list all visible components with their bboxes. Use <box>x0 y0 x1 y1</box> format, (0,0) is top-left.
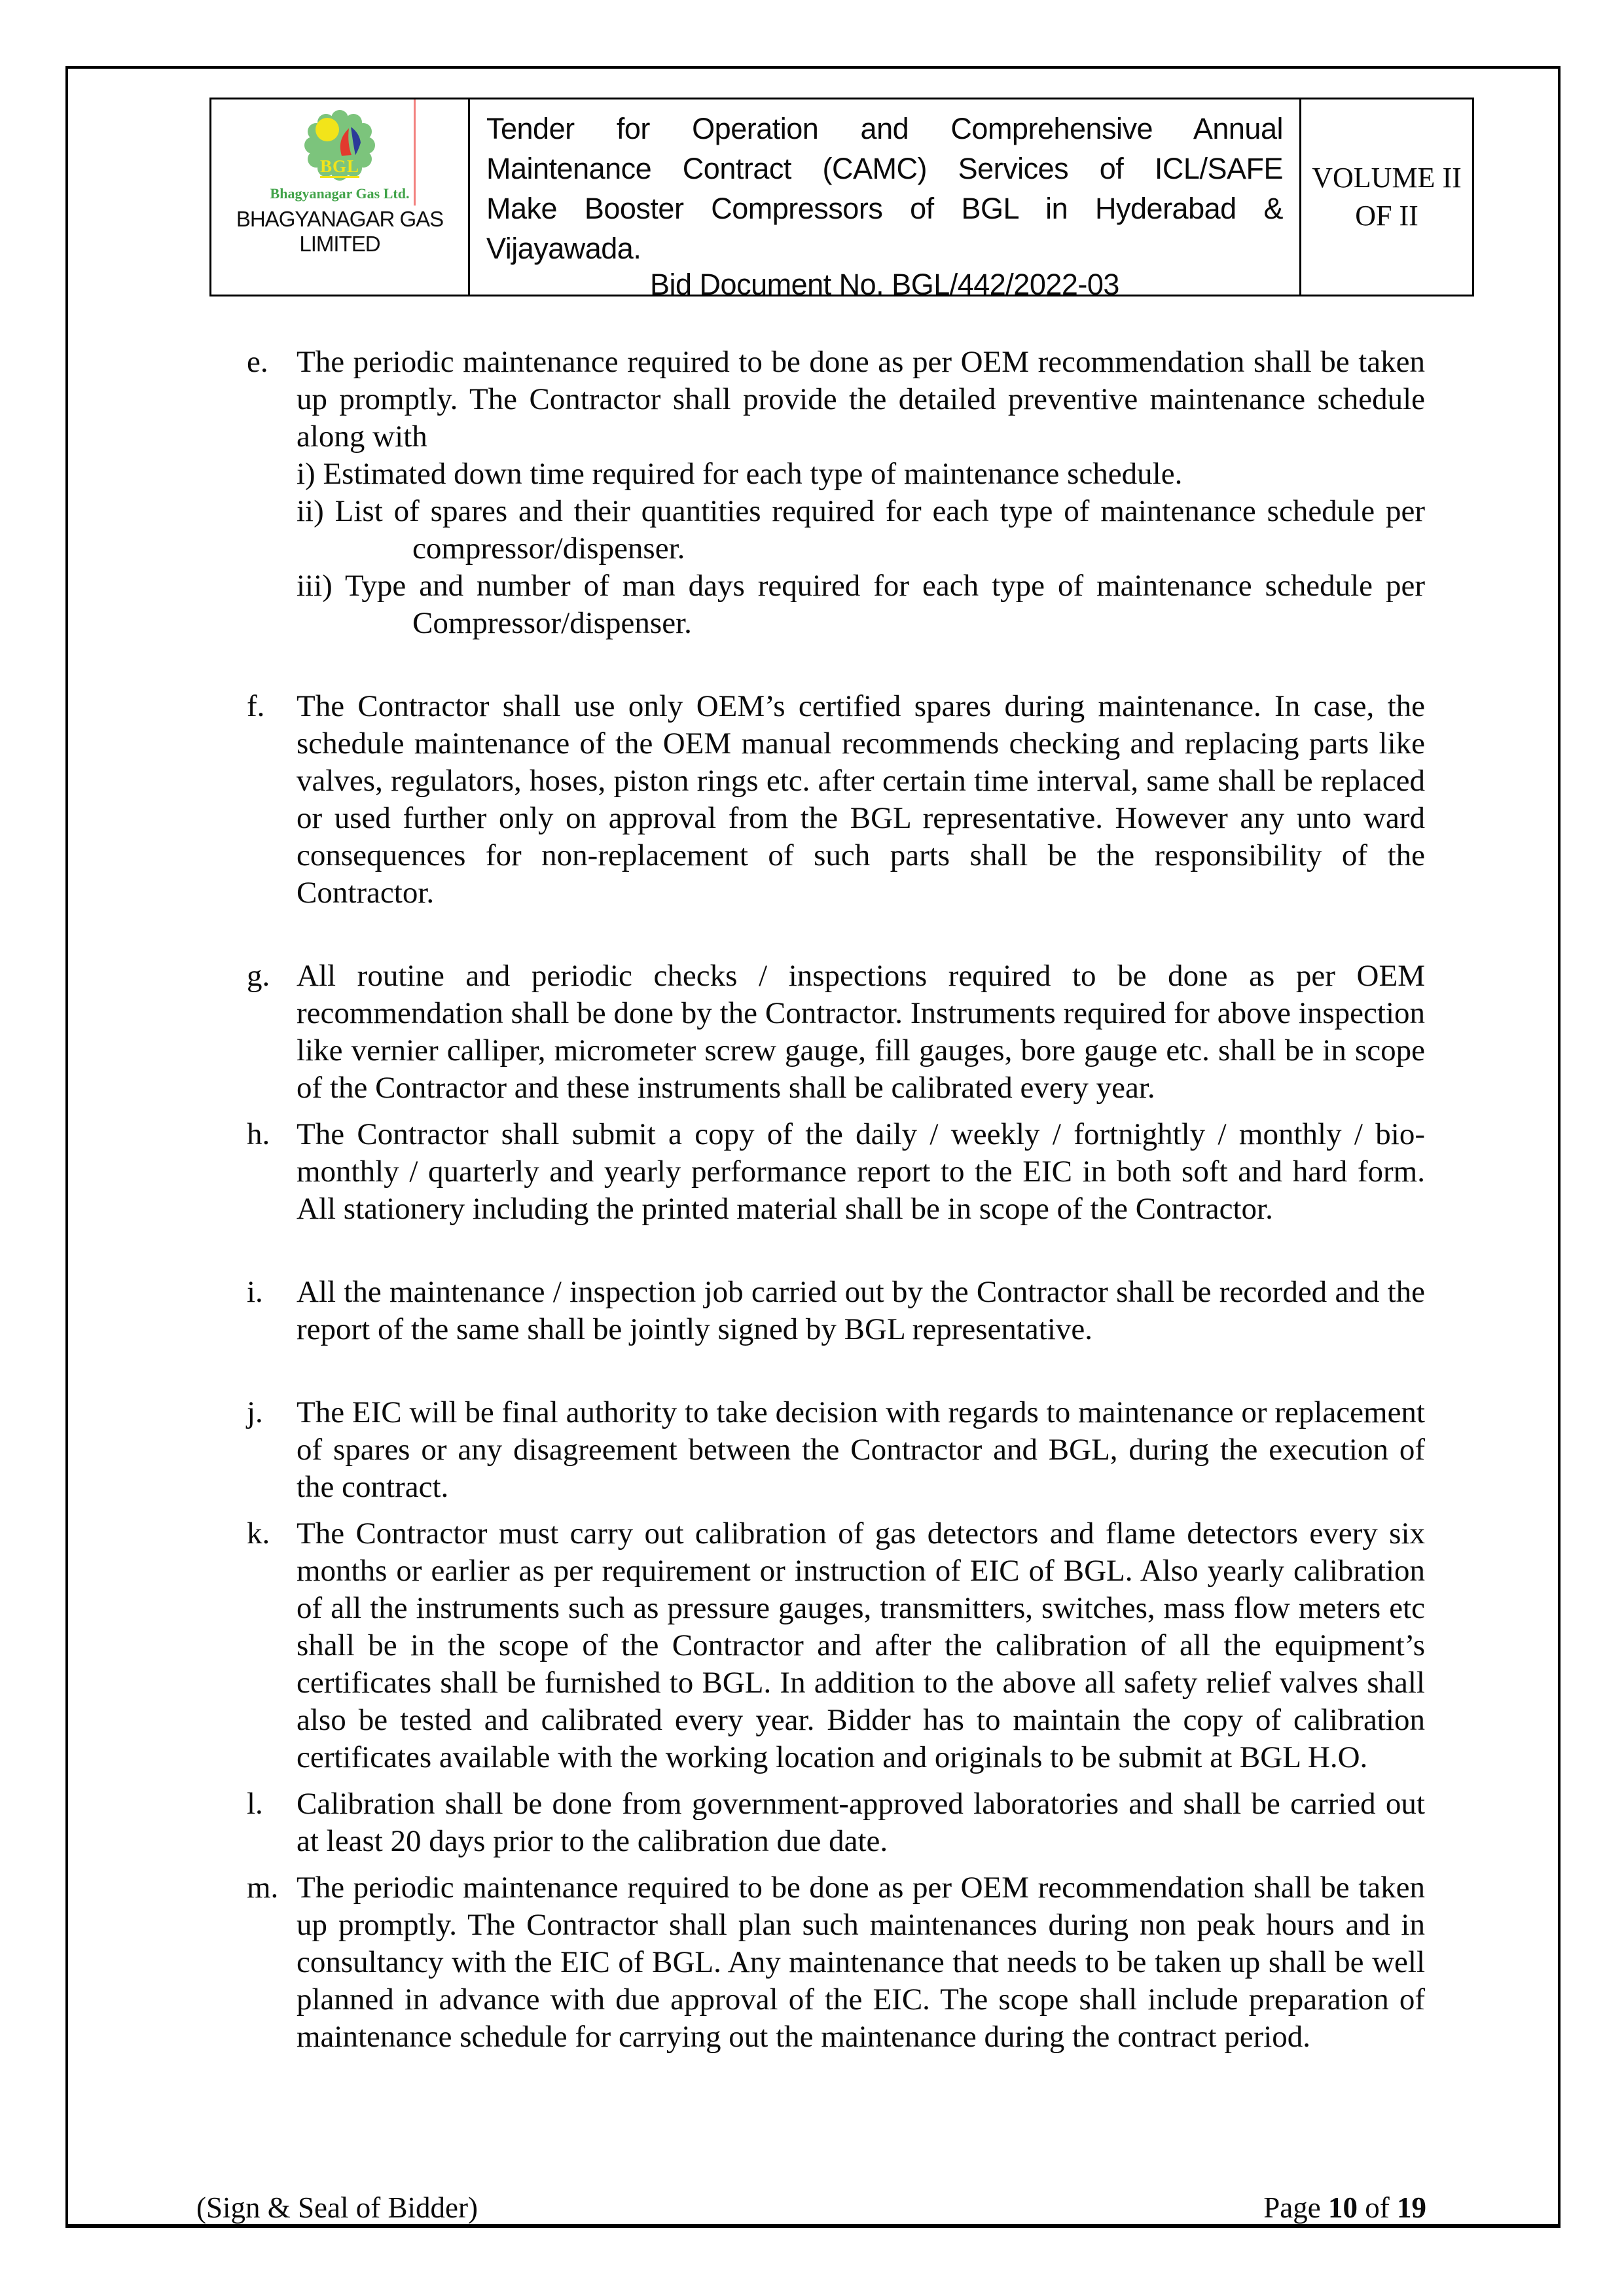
list-item-e <box>247 344 1425 642</box>
header-title-cell <box>470 99 1301 301</box>
list-item-l <box>247 1785 1425 1860</box>
item-text: The Contractor shall use only OEM’s certified spares during maintenance. In case, the schedule maintenance of the OEM manual recommends checking and replacing parts like valves, regulators, hoses, piston rings etc. after certain time interval, same shall be replaced or used further only on approval from the BGL representative. However any unto ward consequences for non-replacement of such parts shall be the responsibility of the Contractor. <box>297 689 1425 910</box>
bgl-logo <box>298 110 381 183</box>
list-item-h <box>247 1116 1425 1228</box>
tender-title-line: Maintenance Contract (CAMC) Services of ICL/SAFE <box>486 152 1283 185</box>
item-text: The EIC will be final authority to take decision with regards to maintenance or replacement of spares or any disagreement between the Contractor and BGL, during the execution of the contract. <box>297 1395 1425 1504</box>
logo-caption: Bhagyanagar Gas Ltd. <box>270 185 410 202</box>
item-text <box>297 344 1425 642</box>
header-logo-cell <box>211 99 470 295</box>
header-table <box>209 98 1474 301</box>
volume-line2: OF II <box>1355 200 1418 232</box>
item-marker: k. <box>247 1516 270 1551</box>
logo-acronym: BGL <box>320 158 359 178</box>
company-name-line1: BHAGYANAGAR GAS <box>236 207 444 231</box>
sign-seal-note: (Sign & Seal of Bidder) <box>196 2191 478 2224</box>
company-name <box>211 207 468 257</box>
item-marker: g. <box>247 959 270 993</box>
list-item-m <box>247 1869 1425 2056</box>
sub-item-iii: iii) Type and number of man days required for each type of maintenance schedule per Compressor/dispenser. <box>297 569 1425 640</box>
volume-line1: VOLUME II <box>1312 162 1462 194</box>
of-word: of <box>1365 2191 1390 2224</box>
item-marker: m. <box>247 1871 279 1905</box>
item-marker: e. <box>247 345 268 379</box>
sub-item-i: i) Estimated down time required for each type of maintenance schedule. <box>297 457 1183 491</box>
list-item-i <box>247 1274 1425 1348</box>
item-text: The Contractor shall submit a copy of the daily / weekly / fortnightly / monthly / bio-monthly / quarterly and yearly performance report to the EIC in both soft and hard form. All stationery including the printed material shall be in scope of the Contractor. <box>297 1117 1425 1226</box>
sun-icon <box>316 118 339 141</box>
item-marker: j. <box>247 1395 263 1429</box>
sub-item-ii: ii) List of spares and their quantities required for each type of maintenance schedule per compressor/dispenser. <box>297 494 1425 565</box>
list-item-f <box>247 688 1425 912</box>
page-total: 19 <box>1397 2191 1426 2224</box>
page-word: Page <box>1263 2191 1321 2224</box>
clause-list <box>247 344 1425 2056</box>
item-text: The periodic maintenance required to be done as per OEM recommendation shall be taken up promptly. The Contractor shall plan such maintenances during non peak hours and in consultancy with the EIC of BGL. Any maintenance that needs to be taken up shall be well planned in advance with due approval of the EIC. The scope shall include preparation of maintenance schedule for carrying out the maintenance during the contract period. <box>297 1871 1425 2054</box>
company-name-line2: LIMITED <box>299 232 380 256</box>
item-paragraph: The periodic maintenance required to be done as per OEM recommendation shall be taken up promptly. The Contractor shall provide the detailed preventive maintenance schedule along with <box>297 345 1425 454</box>
page-number <box>1263 2191 1426 2224</box>
tender-title-line: Make Booster Compressors of BGL in Hyderabad & <box>486 192 1283 225</box>
scan-artifact-line <box>414 99 416 206</box>
item-text: All routine and periodic checks / inspections required to be done as per OEM recommendation shall be done by the Contractor. Instruments required for above inspection like vernier calliper, micrometer screw gauge, fill gauges, bore gauge etc. shall be in scope of the Contractor and these instruments shall be calibrated every year. <box>297 959 1425 1105</box>
list-item-g <box>247 958 1425 1107</box>
header-volume-cell <box>1301 99 1472 295</box>
item-marker: f. <box>247 689 265 723</box>
list-item-j <box>247 1394 1425 1506</box>
item-marker: l. <box>247 1787 263 1821</box>
item-marker: i. <box>247 1275 263 1309</box>
item-text: All the maintenance / inspection job carried out by the Contractor shall be recorded and the report of the same shall be jointly signed by BGL representative. <box>297 1275 1425 1346</box>
tender-title-line: Vijayawada. <box>486 232 641 265</box>
page-current: 10 <box>1328 2191 1358 2224</box>
list-item-k <box>247 1515 1425 1776</box>
item-marker: h. <box>247 1117 270 1151</box>
item-text: Calibration shall be done from government-approved laboratories and shall be carried out at least 20 days prior to the calibration due date. <box>297 1787 1425 1858</box>
item-text: The Contractor must carry out calibration of gas detectors and flame detectors every six months or earlier as per requirement or instruction of EIC of BGL. Also yearly calibration of all the instruments such as pressure gauges, transmitters, switches, mass flow meters etc shall be in the scope of the Contractor and after the calibration of all the equipment’s certificates shall be furnished to BGL. In addition to the above all safety relief valves shall also be tested and calibrated every year. Bidder has to maintain the copy of calibration certificates available with the working location and originals to be submit at BGL H.O. <box>297 1516 1425 1774</box>
bid-document-number: Bid Document No. BGL/442/2022-03 <box>650 268 1119 301</box>
tender-title-line: Tender for Operation and Comprehensive Annual <box>486 112 1283 145</box>
